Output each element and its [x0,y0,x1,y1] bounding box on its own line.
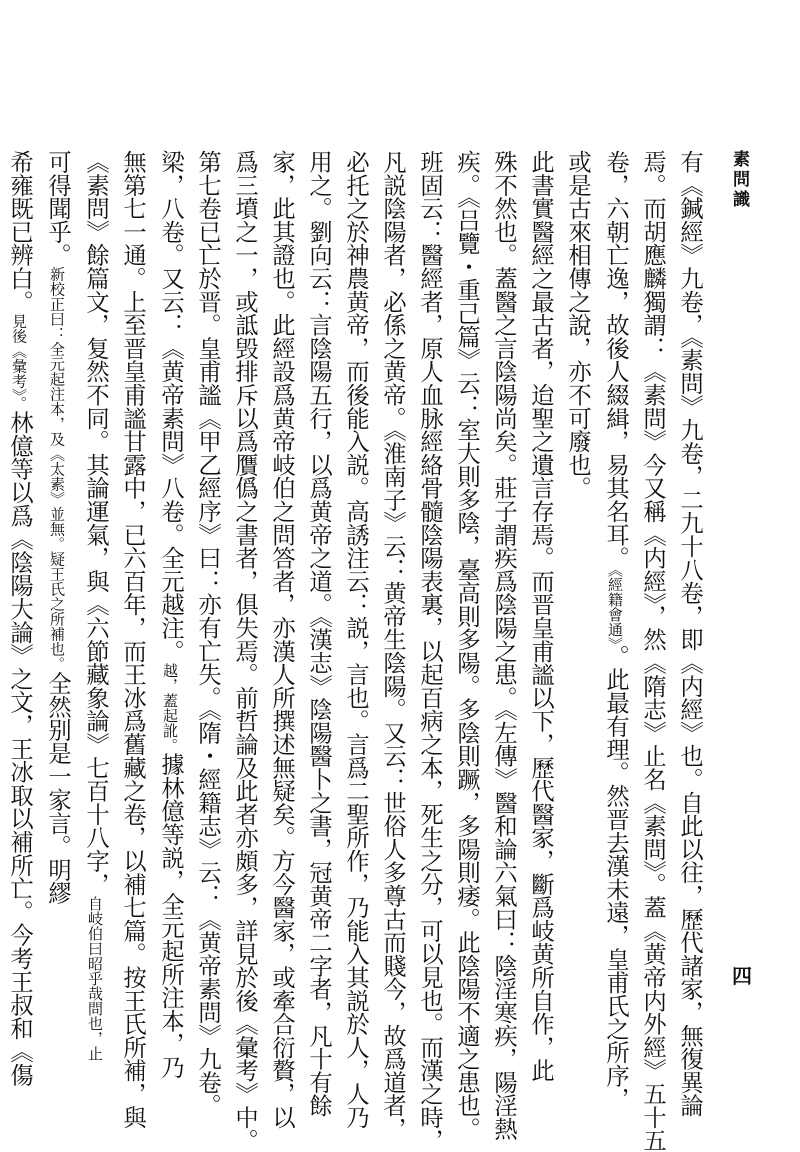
text-column [114,150,151,1129]
text-column [38,150,76,1020]
text-column [0,150,38,1087]
text-column [596,150,634,1111]
text-column [374,150,411,1141]
text-segment: 殊不然也。蓋醫之言陰陽尚矣。莊子謂疾爲陰陽之患。《左傳》醫和論六氣曰：陰淫寒疾，陽淫熱 [490,150,517,1141]
text-column [263,150,300,1129]
text-column [189,150,226,1117]
text-segment: 焉。而胡應麟獨謂：《素問》今又稱《内經》，然《隋志》止名《素問》。蓋《黄帝内外經》五十五 [639,150,666,1152]
text-segment: 用之。劉向云：言陰陽五行，以爲黄帝之道。《漢志》陰陽醫卜之書，冠黄帝二字者，凡十有餘 [305,150,332,1117]
text-segment: 梁，八卷。又云：《黄帝素問》八卷。全元越注。 [157,150,184,663]
text-segment: 希雍既已辨白。 [6,150,33,314]
text-segment: 林億等以爲《陰陽大論》之文，王冰取以補所亡。今考王叔和《傷 [6,410,33,1087]
text-column [300,150,337,1117]
text-segment: 家，此其證也。此經設爲黄帝岐伯之問答者，亦漢人所撰述無疑矣。方今醫家，或牽合衍贅，以 [268,150,295,1129]
text-segment: 。此最有理。然晋去漢未遠，皇甫氏之所序， [602,644,629,1111]
text-column [76,150,114,1061]
annotation-note: 新校正曰：全元起注本，及《太素》並無。疑王氏之所補也。 [48,266,66,672]
text-segment: 或是古來相傳之說，亦不可廢也。 [564,150,591,500]
text-segment: 爲三墳之一，或詆毁排斥以爲贋僞之書者，俱失焉。前哲論及此者亦頗多，詳見於後《彙考》中。 [231,150,258,1152]
text-column [151,150,189,1079]
text-segment: 卷，六朝亡逸，故後人綴緝，易其名耳。 [602,150,629,570]
text-segment: 班固云：醫經者，原人血脉經絡骨髓陰陽表裏，以起百病之本，死生之分，可以見也。而漢之時， [416,150,443,1152]
running-header: 素問識 [729,150,749,210]
page-number: 四 [732,964,752,988]
text-segment: 可得聞乎。 [44,150,71,267]
text-segment: 《素問》餘篇文，复然不同。其論運氣，與《六節藏象論》七百十八字， [82,150,109,896]
text-segment: 據林億等説，全元起所注本，乃 [157,752,184,1079]
text-column [559,150,596,1020]
text-segment: 凡説陰陽者，必係之黄帝。《淮南子》云：黄帝生陰陽。又云：世俗人多尊古而賤今，故爲道者， [379,150,406,1141]
text-segment: 第七卷已亡於晋。皇甫謐《甲乙經序》曰：亦有亡失。《隋・經籍志》云：《黄帝素問》九卷。 [194,150,221,1117]
text-column [522,150,559,1082]
body-text [6,150,708,1152]
annotation-note: 見後《彙考》。 [10,313,28,411]
text-segment: 全然别是一家言。明繆 [44,671,71,905]
annotation-note: 越，蓋起訛。 [161,662,179,753]
text-column [337,150,374,1129]
text-column [634,150,671,1152]
text-segment: 此書實醫經之最古者，迨聖之遺言存焉。而晋皇甫謐以下，歷代醫家，斷爲岐黄所自作，此 [527,150,554,1082]
annotation-note: 自岐伯曰昭乎哉問也，止 [86,895,104,1061]
text-column [226,150,263,1152]
text-column [411,150,448,1152]
text-column [448,150,485,1141]
text-segment: 必托之於神農黄帝，而後能入説。高誘注云：説，言也。言爲二聖所作，乃能入其説於人，人乃 [342,150,369,1129]
text-column [671,150,708,1117]
text-segment: 疾。《吕覽・重己篇》云：室大則多陰，臺高則多陽。多陰則蹶，多陽則痿。此陰陽不適之患也。 [453,150,480,1141]
text-segment: 無第七一通。上至晋皇甫謐甘露中，已六百年，而王冰爲舊藏之卷，以補七篇。按王氏所補，與 [119,150,146,1129]
annotation-note: 《經籍會通》 [606,569,624,645]
text-column [485,150,522,1141]
text-segment: 有《鍼經》九卷，《素問》九卷，二九十八卷，即《内經》也。自此以往，歷代諸家，無復異論 [676,150,703,1117]
